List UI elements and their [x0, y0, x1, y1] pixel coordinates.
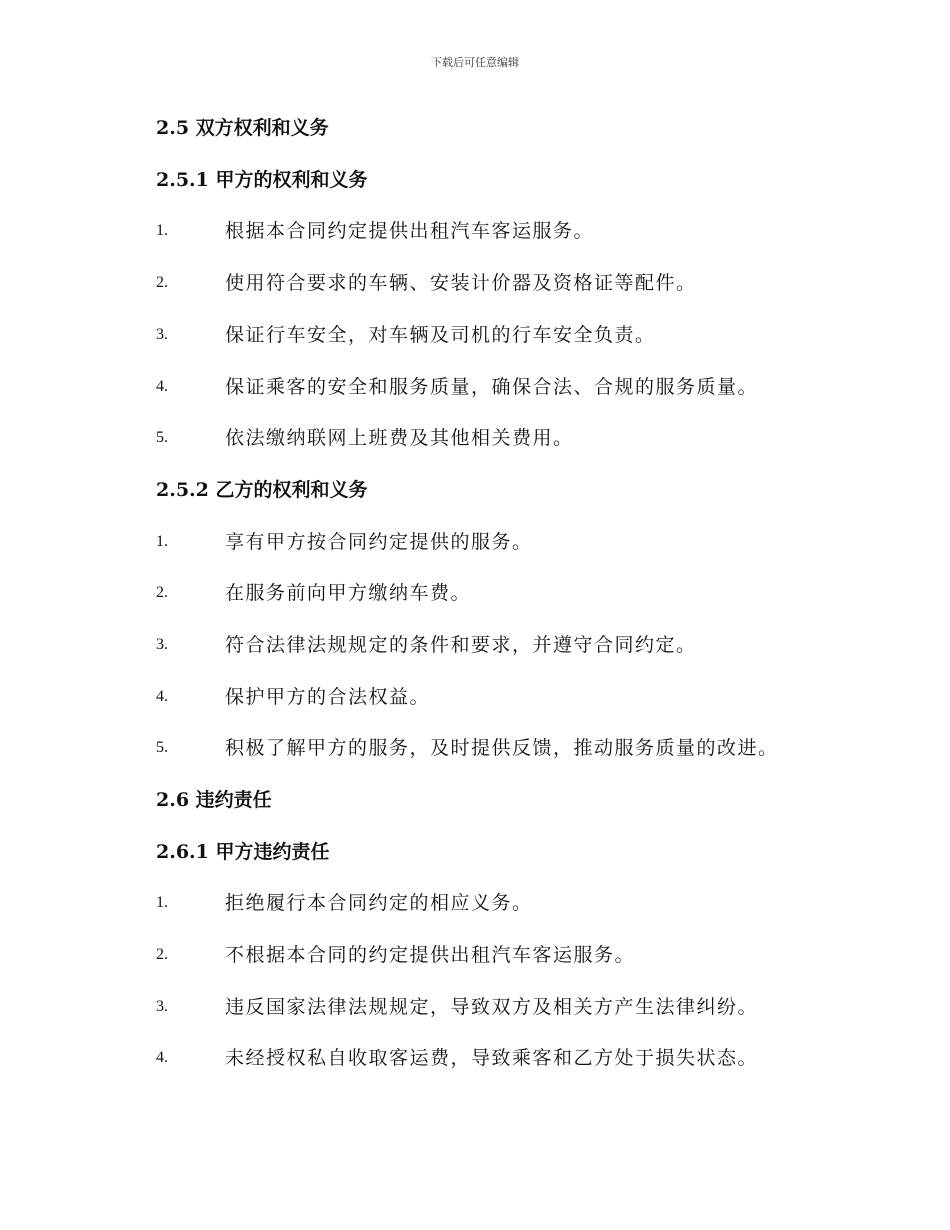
page-header: 下载后可任意编辑 — [431, 56, 519, 69]
list-text: 依法缴纳联网上班费及其他相关费用。 — [225, 427, 574, 449]
list-text: 使用符合要求的车辆、安装计价器及资格证等配件。 — [225, 272, 697, 294]
list-number: 5. — [156, 739, 168, 756]
list-text: 不根据本合同的约定提供出租汽车客运服务。 — [225, 944, 636, 966]
subsection-heading: 2.5.2 乙方的权利和义务 — [156, 479, 368, 501]
list-text: 违反国家法律法规规定，导致双方及相关方产生法律纠纷。 — [225, 996, 759, 1018]
subsection-heading: 2.5.1 甲方的权利和义务 — [156, 169, 368, 191]
list-number: 1. — [156, 222, 168, 239]
list-text: 保护甲方的合法权益。 — [225, 686, 431, 708]
list-text: 享有甲方按合同约定提供的服务。 — [225, 531, 533, 553]
list-text: 根据本合同约定提供出租汽车客运服务。 — [225, 220, 595, 242]
list-number: 2. — [156, 946, 168, 963]
list-number: 3. — [156, 326, 168, 343]
list-number: 3. — [156, 998, 168, 1015]
list-text: 积极了解甲方的服务，及时提供反馈，推动服务质量的改进。 — [225, 737, 779, 759]
list-text: 保证行车安全，对车辆及司机的行车安全负责。 — [225, 324, 656, 346]
list-number: 5. — [156, 429, 168, 446]
section-heading: 2.5 双方权利和义务 — [156, 117, 329, 139]
subsection-heading: 2.6.1 甲方违约责任 — [156, 841, 330, 863]
list-number: 4. — [156, 1049, 168, 1066]
section-heading: 2.6 违约责任 — [156, 789, 272, 811]
list-number: 1. — [156, 533, 168, 550]
list-number: 1. — [156, 894, 168, 911]
list-number: 4. — [156, 378, 168, 395]
list-number: 2. — [156, 584, 168, 601]
list-text: 符合法律法规规定的条件和要求，并遵守合同约定。 — [225, 634, 697, 656]
list-text: 保证乘客的安全和服务质量，确保合法、合规的服务质量。 — [225, 376, 759, 398]
list-text: 拒绝履行本合同约定的相应义务。 — [225, 892, 533, 914]
list-number: 2. — [156, 274, 168, 291]
list-text: 未经授权私自收取客运费，导致乘客和乙方处于损失状态。 — [225, 1047, 759, 1069]
list-number: 4. — [156, 688, 168, 705]
list-text: 在服务前向甲方缴纳车费。 — [225, 582, 472, 604]
list-number: 3. — [156, 636, 168, 653]
